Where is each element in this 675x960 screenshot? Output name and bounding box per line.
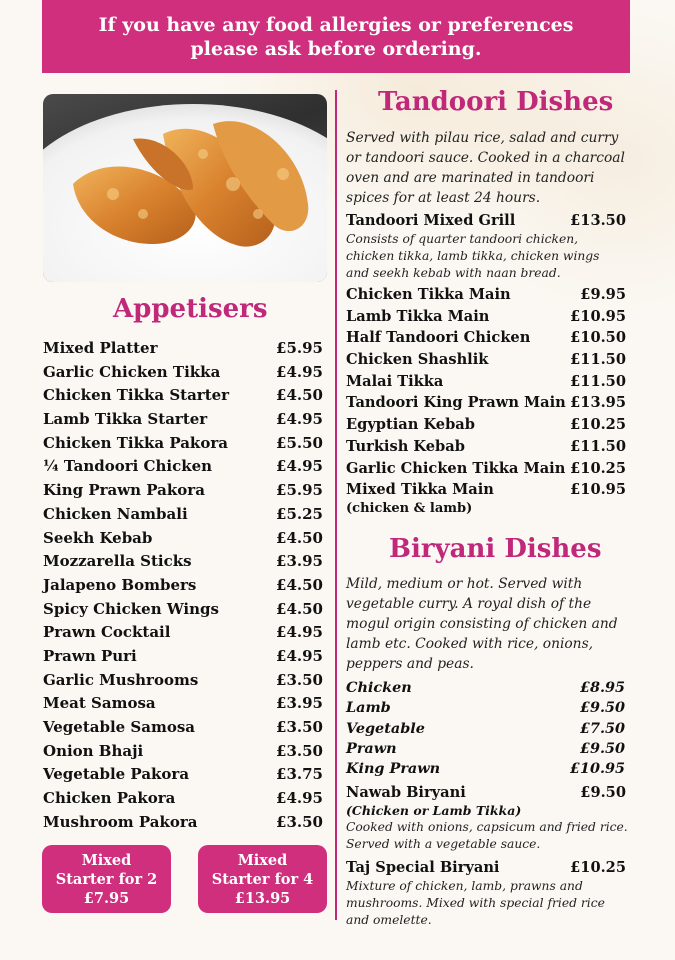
menu-item bbox=[43, 479, 323, 503]
item-price: £9.50 bbox=[579, 739, 625, 757]
column-divider bbox=[335, 90, 337, 920]
menu-item bbox=[43, 455, 323, 479]
item-name: Onion Bhaji bbox=[43, 741, 144, 760]
item-price: £10.25 bbox=[570, 459, 626, 477]
item-name: King Prawn bbox=[346, 760, 441, 778]
menu-item bbox=[43, 621, 323, 645]
item-price: £3.50 bbox=[276, 812, 323, 831]
item-name: Vegetable bbox=[346, 719, 425, 737]
item-subnote: (Chicken or Lamb Tikka) bbox=[346, 803, 522, 819]
menu-item bbox=[346, 719, 630, 739]
item-name: Tandoori King Prawn Main bbox=[346, 394, 566, 412]
item-price: £5.95 bbox=[276, 339, 323, 357]
item-price: £3.95 bbox=[276, 552, 323, 571]
item-name: Mixed Tikka Main bbox=[346, 481, 494, 499]
item-name: Taj Special Biryani bbox=[346, 859, 500, 877]
item-price: £8.95 bbox=[579, 679, 625, 696]
item-name: Chicken Tikka Main bbox=[346, 286, 511, 303]
item-price: £11.50 bbox=[570, 437, 626, 455]
badge-price: £7.95 bbox=[83, 889, 130, 907]
badge-line-2: Starter for 4 bbox=[211, 870, 314, 888]
appetisers-list bbox=[43, 337, 323, 834]
menu-item bbox=[43, 598, 323, 622]
menu-item bbox=[43, 384, 323, 408]
menu-item bbox=[346, 858, 630, 878]
menu-item bbox=[346, 739, 630, 759]
item-name: Chicken Nambali bbox=[43, 504, 188, 523]
menu-item bbox=[43, 716, 323, 740]
item-description: Mixture of chicken, lamb, prawns and mushrooms. Mixed with special fried rice and omelette. bbox=[346, 879, 605, 928]
item-name: Vegetable Samosa bbox=[43, 718, 196, 736]
tandoori-list bbox=[346, 284, 630, 501]
item-price: £5.25 bbox=[276, 504, 323, 523]
item-price: £4.95 bbox=[276, 410, 323, 429]
item-name: Half Tandoori Chicken bbox=[346, 329, 531, 347]
menu-item bbox=[43, 550, 323, 574]
mixed-starter-for-2-badge bbox=[42, 845, 171, 913]
item-name: Tandoori Mixed Grill bbox=[346, 212, 516, 229]
appetisers-title: Appetisers bbox=[113, 294, 268, 324]
allergy-banner-line-2: please ask before ordering. bbox=[190, 37, 482, 60]
item-price: £11.50 bbox=[570, 372, 626, 390]
menu-item bbox=[346, 392, 630, 414]
item-name: Turkish Kebab bbox=[346, 437, 465, 455]
item-price: £9.50 bbox=[580, 784, 626, 802]
menu-item bbox=[346, 783, 630, 803]
menu-item bbox=[346, 349, 630, 371]
menu-item bbox=[346, 211, 630, 231]
item-name: Chicken Pakora bbox=[43, 789, 176, 808]
item-price: £13.50 bbox=[570, 212, 626, 229]
menu-item bbox=[346, 759, 630, 779]
menu-item bbox=[346, 371, 630, 393]
biryani-intro: Mild, medium or hot. Served with vegetable curry. A royal dish of the mogul origin consisting of chicken and lamb etc. Cooked with rice, onions, peppers and peas. bbox=[346, 576, 618, 672]
item-price: £10.95 bbox=[569, 760, 625, 778]
menu-item bbox=[43, 432, 323, 456]
menu-item bbox=[43, 408, 323, 432]
badge-line-1: Mixed bbox=[237, 851, 288, 869]
item-price: £4.50 bbox=[276, 575, 323, 594]
item-name: Prawn bbox=[346, 739, 397, 757]
menu-item bbox=[346, 479, 630, 501]
item-price: £3.50 bbox=[276, 670, 323, 689]
menu-item bbox=[43, 740, 323, 764]
badge-line-2: Starter for 2 bbox=[55, 870, 158, 888]
item-name: Malai Tikka bbox=[346, 372, 444, 390]
biryani-title: Biryani Dishes bbox=[389, 534, 602, 564]
item-name: Mozzarella Sticks bbox=[43, 552, 192, 571]
item-price: £4.95 bbox=[276, 362, 323, 381]
badge-line-1: Mixed bbox=[81, 851, 132, 869]
item-name: Mixed Platter bbox=[43, 339, 158, 357]
item-name: Chicken bbox=[346, 679, 412, 696]
item-name: Spicy Chicken Wings bbox=[43, 599, 219, 618]
item-description: Consists of quarter tandoori chicken, chicken tikka, lamb tikka, chicken wings and seekh kebab with naan bread. bbox=[346, 232, 600, 280]
item-price: £10.25 bbox=[570, 859, 626, 877]
menu-item bbox=[43, 337, 323, 361]
item-price: £4.50 bbox=[276, 386, 323, 405]
tandoori-section bbox=[346, 128, 630, 517]
item-name: Garlic Chicken Tikka bbox=[43, 362, 221, 381]
item-price: £10.95 bbox=[570, 481, 626, 499]
mixed-starter-for-4-badge bbox=[198, 845, 327, 913]
menu-item bbox=[43, 527, 323, 551]
biryani-list bbox=[346, 678, 630, 779]
menu-item bbox=[43, 645, 323, 669]
item-price: £11.50 bbox=[570, 351, 626, 369]
item-name: Mushroom Pakora bbox=[43, 812, 198, 831]
item-price: £10.95 bbox=[570, 307, 626, 325]
item-name: Prawn Cocktail bbox=[43, 623, 171, 642]
item-name: Lamb Tikka Starter bbox=[43, 410, 208, 429]
biryani-section bbox=[346, 574, 630, 929]
item-name: Chicken Tikka Pakora bbox=[43, 433, 228, 452]
menu-item bbox=[43, 811, 323, 835]
item-price: £3.50 bbox=[276, 741, 323, 760]
item-name: Prawn Puri bbox=[43, 646, 137, 665]
item-price: £3.50 bbox=[276, 718, 323, 736]
item-price: £4.50 bbox=[276, 599, 323, 618]
item-name: Seekh Kebab bbox=[43, 528, 153, 547]
item-price: £4.95 bbox=[276, 623, 323, 642]
menu-item bbox=[43, 763, 323, 787]
menu-item bbox=[346, 306, 630, 328]
menu-item bbox=[43, 692, 323, 716]
menu-item bbox=[43, 503, 323, 527]
food-photo bbox=[43, 94, 327, 282]
menu-item bbox=[346, 284, 630, 306]
menu-item bbox=[43, 574, 323, 598]
item-price: £4.50 bbox=[276, 528, 323, 547]
item-price: £5.50 bbox=[276, 433, 323, 452]
menu-item bbox=[346, 698, 630, 718]
item-name: Garlic Mushrooms bbox=[43, 670, 199, 689]
item-name: Garlic Chicken Tikka Main bbox=[346, 459, 566, 477]
item-price: £13.95 bbox=[570, 394, 626, 412]
item-name: King Prawn Pakora bbox=[43, 481, 205, 500]
item-name: Jalapeno Bombers bbox=[43, 575, 197, 594]
tandoori-intro: Served with pilau rice, salad and curry or tandoori sauce. Cooked in a charcoal oven and are marinated in tandoori spices for at least 24 hours. bbox=[346, 130, 625, 206]
item-name: Chicken Shashlik bbox=[346, 351, 489, 369]
item-subnote: (chicken & lamb) bbox=[346, 500, 473, 516]
allergy-banner-line-1: If you have any food allergies or preferences bbox=[98, 13, 574, 36]
item-price: £4.95 bbox=[276, 457, 323, 476]
item-price: £3.95 bbox=[276, 694, 323, 713]
item-name: Lamb Tikka Main bbox=[346, 307, 490, 325]
item-price: £9.95 bbox=[580, 286, 626, 303]
item-price: £3.75 bbox=[276, 765, 323, 784]
item-name: Lamb bbox=[346, 699, 391, 717]
item-price: £9.50 bbox=[579, 699, 625, 717]
item-description: Cooked with onions, capsicum and fried rice. Served with a vegetable sauce. bbox=[346, 820, 628, 852]
menu-item bbox=[43, 669, 323, 693]
item-price: £4.95 bbox=[276, 646, 323, 665]
allergy-banner bbox=[42, 0, 630, 73]
item-name: Egyptian Kebab bbox=[346, 416, 475, 434]
tandoori-title: Tandoori Dishes bbox=[378, 87, 614, 117]
item-name: Meat Samosa bbox=[43, 694, 156, 713]
item-name: ¼ Tandoori Chicken bbox=[43, 457, 213, 476]
menu-item bbox=[346, 458, 630, 480]
item-price: £5.95 bbox=[276, 481, 323, 500]
item-name: Vegetable Pakora bbox=[43, 765, 190, 784]
menu-item bbox=[346, 678, 630, 698]
menu-item bbox=[43, 361, 323, 385]
item-price: £10.50 bbox=[570, 329, 626, 347]
item-price: £10.25 bbox=[570, 416, 626, 434]
item-price: £7.50 bbox=[579, 719, 625, 737]
menu-item bbox=[43, 787, 323, 811]
badge-price: £13.95 bbox=[234, 889, 291, 907]
chicken-pakora-image bbox=[43, 94, 327, 282]
menu-item bbox=[346, 327, 630, 349]
menu-item bbox=[346, 414, 630, 436]
item-price: £4.95 bbox=[276, 789, 323, 808]
item-name: Nawab Biryani bbox=[346, 784, 466, 802]
item-name: Chicken Tikka Starter bbox=[43, 386, 230, 405]
menu-item bbox=[346, 436, 630, 458]
